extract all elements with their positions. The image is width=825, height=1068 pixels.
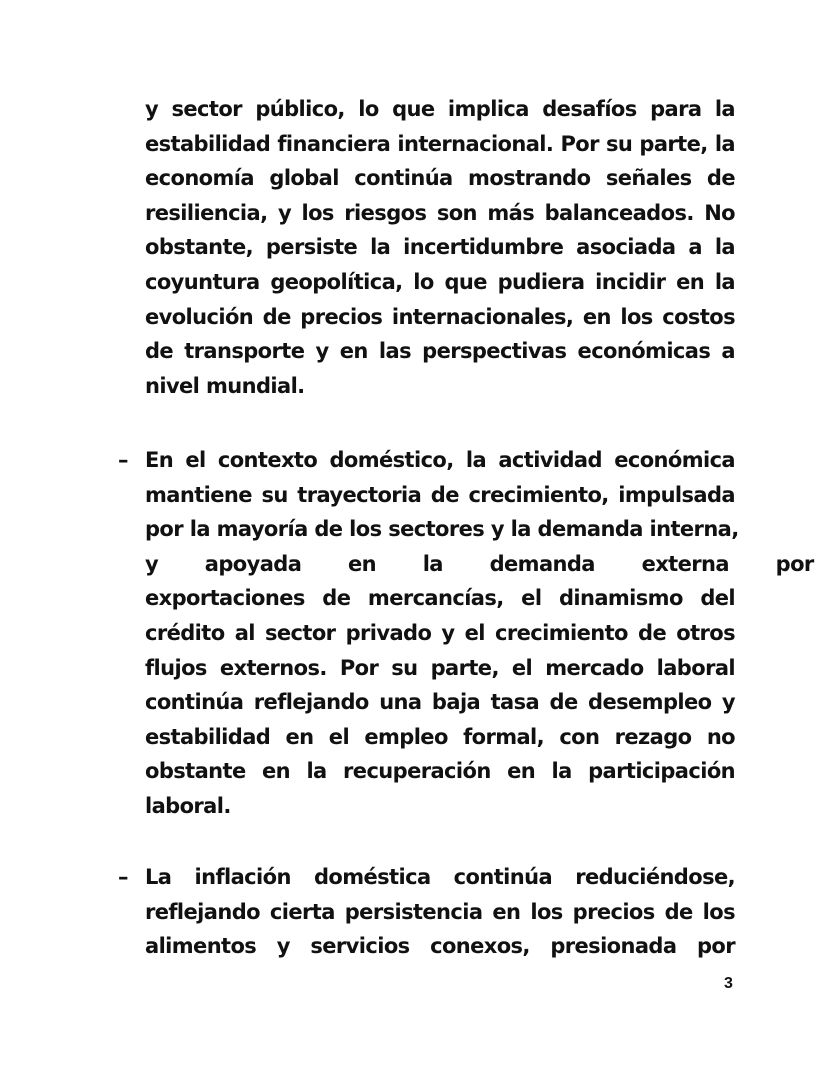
text-line: En el contexto doméstico, la actividad económica [145, 448, 735, 472]
text-line: La inflación doméstica continúa reduciéndose, [145, 865, 735, 889]
page-number: 3 [724, 975, 733, 992]
paragraph-1 [145, 92, 735, 403]
paragraph-3 [145, 860, 735, 964]
text-line: exportaciones de mercancías, el dinamismo del [145, 586, 735, 611]
text-line: de transporte y en las perspectivas económicas a [145, 339, 735, 364]
text-line: estabilidad financiera internacional. Por su parte, la [145, 131, 735, 156]
text-line: nivel mundial. [145, 373, 305, 398]
text-line: continúa reflejando una baja tasa de desempleo y [145, 690, 735, 715]
text-line: laboral. [145, 793, 231, 818]
text-line: y sector público, lo que implica desafíos para la [145, 97, 735, 121]
text-line: obstante en la recuperación en la participación [145, 759, 735, 784]
text-line: estabilidad en el empleo formal, con rezago no [145, 724, 735, 749]
text-line: alimentos y servicios conexos, presionada por [145, 934, 735, 959]
bullet-dash: – [118, 865, 129, 889]
text-line: y apoyada en la demanda externa por [145, 551, 814, 576]
text-line: coyuntura geopolítica, lo que pudiera incidir en la [145, 269, 735, 294]
text-line: flujos externos. Por su parte, el mercado laboral [145, 655, 735, 680]
paragraph-2 [145, 443, 814, 824]
text-line: economía global continúa mostrando señales de [145, 166, 735, 191]
text-line: resiliencia, y los riesgos son más balanceados. No [145, 200, 735, 225]
text-line: por la mayoría de los sectores y la demanda interna, [145, 517, 739, 542]
text-line: evolución de precios internacionales, en los costos [145, 304, 735, 329]
text-line: mantiene su trayectoria de crecimiento, impulsada [145, 482, 735, 507]
text-line: obstante, persiste la incertidumbre asociada a la [145, 235, 735, 260]
text-line: reflejando cierta persistencia en los precios de los [145, 899, 735, 924]
text-line: crédito al sector privado y el crecimiento de otros [145, 620, 735, 645]
bullet-dash: – [118, 448, 129, 472]
